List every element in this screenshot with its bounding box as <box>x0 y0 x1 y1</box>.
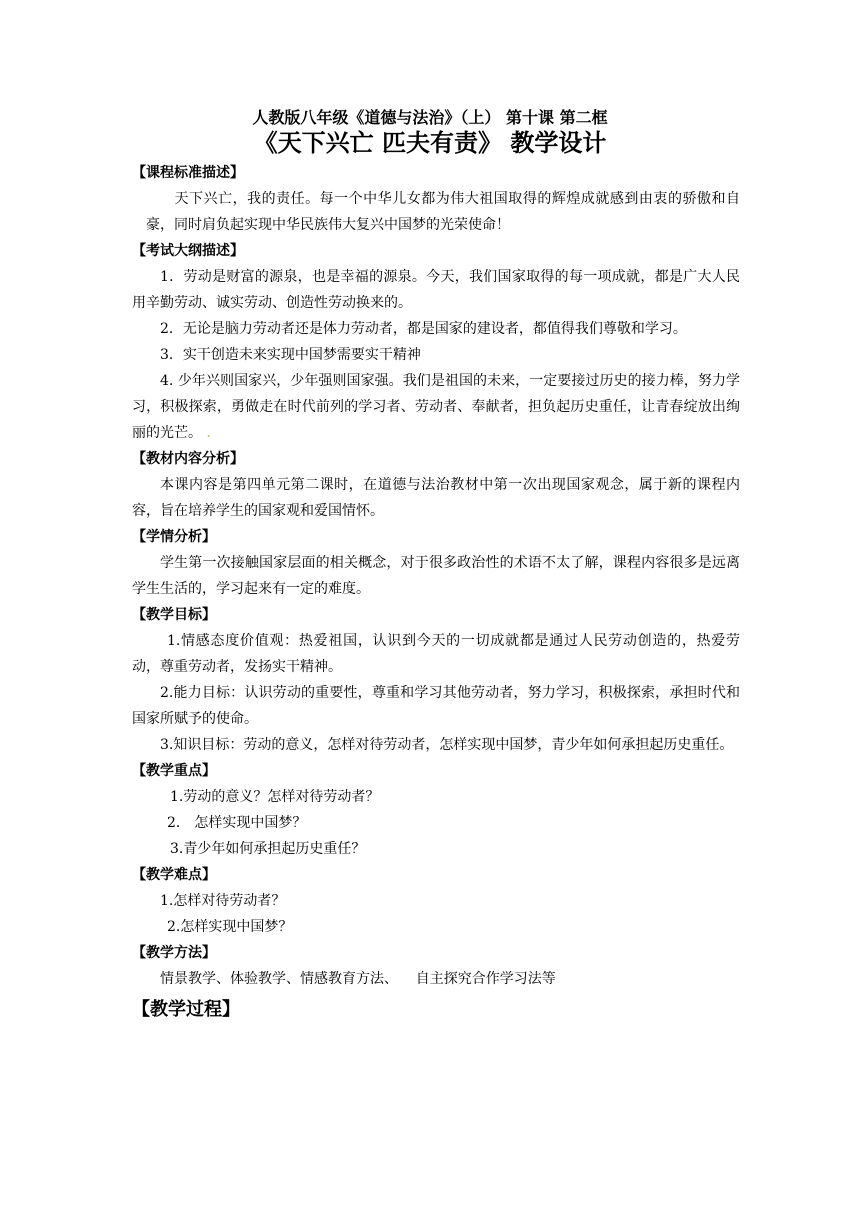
heading-key-points: 【教学重点】 <box>132 763 216 779</box>
heading-student-analysis: 【学情分析】 <box>132 529 216 545</box>
methods-paragraph: 情景教学、体验教学、情感教育方法、 自主探究合作学习法等 <box>160 971 556 987</box>
key-point-item-2: 2． 怎样实现中国梦？ <box>167 815 307 831</box>
heading-objectives: 【教学目标】 <box>132 607 216 623</box>
heading-difficulties: 【教学难点】 <box>132 867 216 883</box>
student-analysis-paragraph: 学生第一次接触国家层面的相关概念，对于很多政治性的术语不太了解，课程内容很多是远离学生生活的，学习起来有一定的难度。 <box>132 555 740 597</box>
document-title-course: 人教版八年级《道德与法治》（上） 第十课 第二框 <box>252 108 608 127</box>
syllabus-item-2: 2．无论是脑力劳动者还是体力劳动者，都是国家的建设者，都值得我们尊敬和学习。 <box>160 321 687 337</box>
heading-process: 【教学过程】 <box>132 999 240 1020</box>
difficulty-item-1: 1.怎样对待劳动者？ <box>160 893 286 909</box>
objective-item-1-text: 1.情感态度价值观：热爱祖国，认识到今天的一切成就都是通过人民劳动创造的，热爱劳动，尊重劳动者，发扬实干精神。 <box>132 633 740 675</box>
objective-item-2: 2.能力目标：认识劳动的重要性，尊重和学习其他劳动者，努力学习，积极探索，承担时代和国家所赋予的使命。 <box>132 685 740 727</box>
heading-curriculum: 【课程标准描述】 <box>132 165 244 181</box>
objective-item-1 <box>132 628 740 680</box>
mark-dot-icon: ． <box>202 425 221 441</box>
syllabus-item-3: 3．实干创造未来实现中国梦需要实干精神 <box>160 347 421 363</box>
content-analysis-paragraph: 本课内容是第四单元第二课时，在道德与法治教材中第一次出现国家观念，属于新的课程内容，旨在培养学生的国家观和爱国情怀。 <box>132 477 740 519</box>
key-point-item-3: 3.青少年如何承担起历史重任？ <box>170 841 366 857</box>
objective-item-3: 3.知识目标：劳动的意义，怎样对待劳动者，怎样实现中国梦，青少年如何承担起历史重任。 <box>160 737 734 753</box>
syllabus-item-4 <box>132 368 740 446</box>
document-title-lesson: 《天下兴亡 匹夫有责》 教学设计 <box>253 129 607 157</box>
heading-methods: 【教学方法】 <box>132 945 216 961</box>
key-point-item-1: 1.劳动的意义？怎样对待劳动者？ <box>170 789 380 805</box>
document-body <box>132 160 740 1024</box>
syllabus-item-4-text: 4. 少年兴则国家兴，少年强则国家强。我们是祖国的未来，一定要接过历史的接力棒，努力学习，积极探索，勇做走在时代前列的学习者、劳动者、奉献者，担负起历史重任，让青春绽放出绚丽的光芒。 <box>132 373 740 441</box>
syllabus-item-1: 1．劳动是财富的源泉，也是幸福的源泉。今天，我们国家取得的每一项成就，都是广大人民用辛勤劳动、诚实劳动、创造性劳动换来的。 <box>132 269 740 311</box>
curriculum-paragraph <box>132 186 740 238</box>
heading-syllabus: 【考试大纲描述】 <box>132 243 244 259</box>
heading-content-analysis: 【教材内容分析】 <box>132 451 244 467</box>
curriculum-text: 天下兴亡，我的责任。每一个中华儿女都为伟大祖国取得的辉煌成就感到由衷的骄傲和自豪，同时肩负起实现中华民族伟大复兴中国梦的光荣使命！ <box>146 191 740 233</box>
difficulty-item-2: 2.怎样实现中国梦？ <box>167 919 293 935</box>
